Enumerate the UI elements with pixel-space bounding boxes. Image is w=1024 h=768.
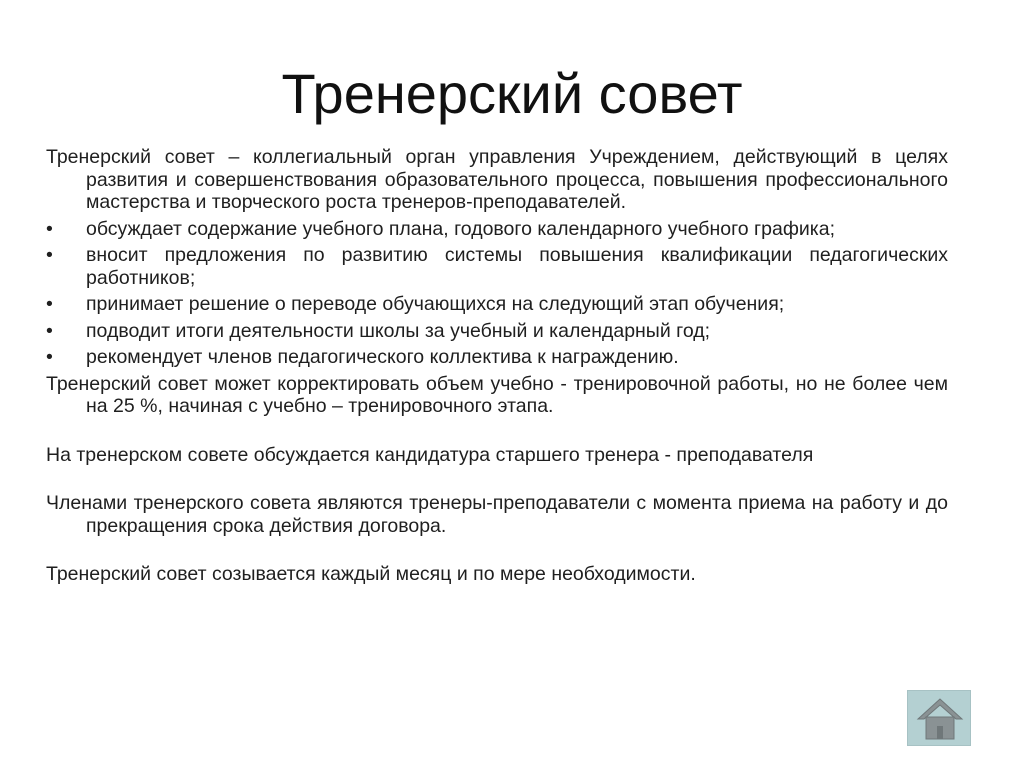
bullet-text: вносит предложения по развитию системы повышения квалификации педагогических работников; — [86, 244, 948, 289]
bullet-marker: • — [46, 293, 53, 315]
bullet-marker: • — [46, 319, 53, 342]
bullet-text: подводит итоги деятельности школы за учебный и календарный год; — [86, 319, 711, 342]
slide-title: Тренерский совет — [281, 62, 743, 125]
bullet-text: обсуждает содержание учебного плана, годового календарного учебного графика; — [86, 217, 835, 240]
spacer — [46, 541, 948, 563]
bullet-marker: • — [46, 244, 53, 266]
candidacy-paragraph: На тренерском совете обсуждается кандидатура старшего тренера - преподавателя — [46, 443, 814, 466]
bullet-marker: • — [46, 217, 53, 240]
bullet-item — [46, 244, 948, 289]
bullet-marker: • — [46, 346, 53, 368]
home-icon — [916, 697, 964, 741]
slide-content — [46, 146, 948, 590]
intro-paragraph: Тренерский совет – коллегиальный орган управления Учреждением, действующий в целях развития и совершенствования образовательного процесса, повышения профессионального мастерства и творческого роста тренеров-преподавателей. — [46, 146, 948, 213]
bullet-text: принимает решение о переводе обучающихся на следующий этап обучения; — [86, 293, 785, 315]
bullet-item — [46, 320, 948, 343]
bullet-item — [46, 293, 948, 316]
home-button[interactable] — [907, 690, 971, 746]
bullet-text: рекомендует членов педагогического коллектива к награждению. — [86, 346, 679, 368]
spacer — [46, 470, 948, 492]
schedule-paragraph: Тренерский совет созывается каждый месяц и по мере необходимости. — [46, 563, 696, 585]
bullet-item — [46, 346, 948, 369]
correction-paragraph: Тренерский совет может корректировать объем учебно - тренировочной работы, но не более чем на 25 %, начиная с учебно – тренировочного этапа. — [46, 372, 948, 417]
members-paragraph: Членами тренерского совета являются тренеры-преподаватели с момента приема на работу и до прекращения срока действия договора. — [46, 492, 948, 537]
spacer — [46, 422, 948, 444]
bullet-item — [46, 218, 948, 241]
